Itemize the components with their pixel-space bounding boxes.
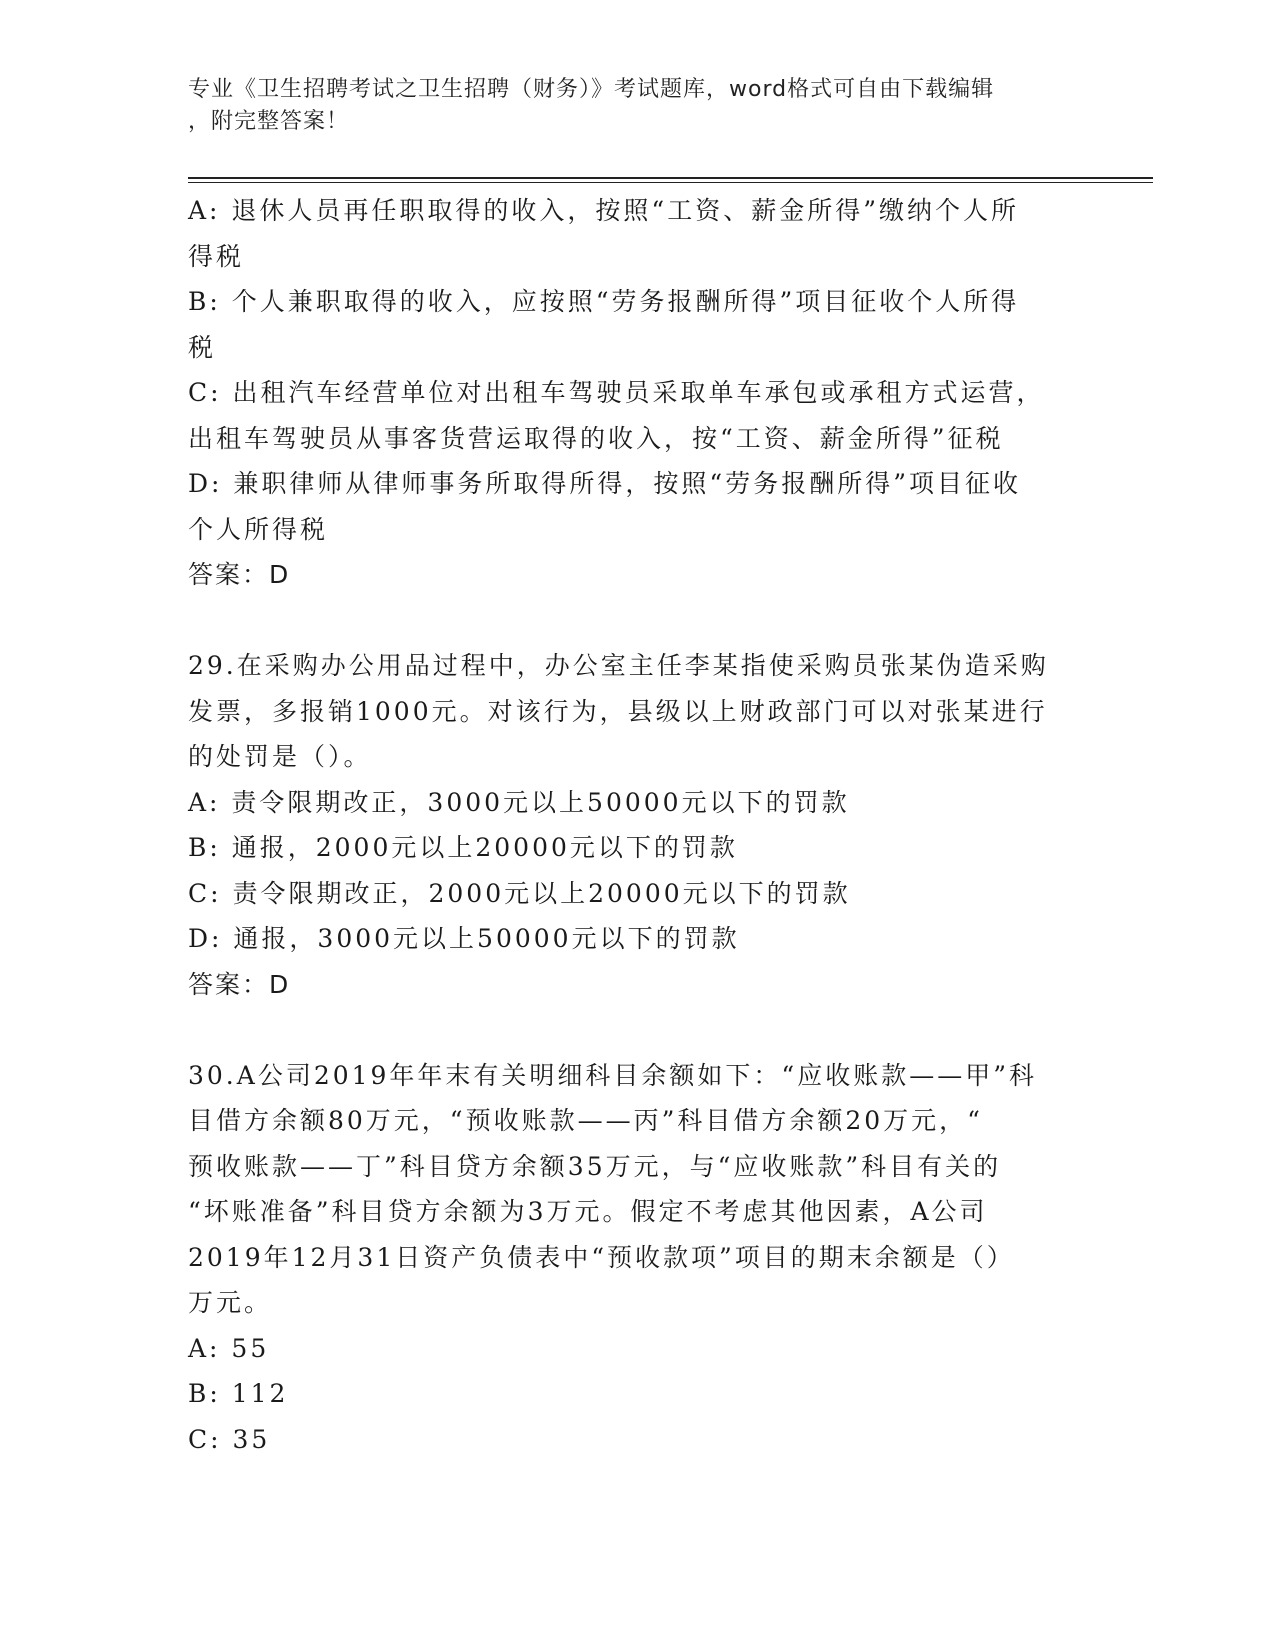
- q29-option-b: B: 通报，2000元以上20000元以下的罚款: [188, 833, 738, 862]
- spacer: [188, 1007, 1078, 1053]
- q30-stem-line-6: 万元。: [188, 1288, 273, 1317]
- q28-option-b-line-2: 税: [188, 332, 217, 362]
- question-28: [188, 188, 1078, 598]
- page-header: [188, 74, 1088, 138]
- q29-option-a: A: 责令限期改正，3000元以上50000元以下的罚款: [188, 787, 850, 817]
- q28-option-d-line-1: D: 兼职律师从律师事务所取得所得，按照“劳务报酬所得”项目征收: [188, 469, 1021, 498]
- q29-stem-line-1: 29.在采购办公用品过程中，办公室主任李某指使采购员张某伪造采购: [188, 651, 1049, 680]
- q28-option-c-line-2: 出租车驾驶员从事客货营运取得的收入，按“工资、薪金所得”征税: [188, 423, 1004, 453]
- q30-option-c: C: 35: [188, 1424, 271, 1454]
- q29-stem-line-3: 的处罚是（）。: [188, 742, 372, 771]
- q30-stem-line-3: 预收账款——丁”科目贷方余额35万元，与“应收账款”科目有关的: [188, 1151, 1002, 1181]
- q29-option-c: C: 责令限期改正，2000元以上20000元以下的罚款: [188, 878, 851, 908]
- q30-stem-line-4: “坏账准备”科目贷方余额为3万元。假定不考虑其他因素，A公司: [188, 1197, 988, 1226]
- q28-answer: 答案：D: [188, 560, 291, 589]
- spacer: [188, 598, 1078, 644]
- q28-option-d-line-2: 个人所得税: [188, 514, 329, 544]
- q28-option-a-line-2: 得税: [188, 241, 245, 271]
- document-content: [188, 188, 1078, 1462]
- q30-stem-line-1: 30.A公司2019年年末有关明细科目余额如下：“应收账款——甲”科: [188, 1060, 1037, 1090]
- header-line-1: 专业《卫生招聘考试之卫生招聘（财务）》考试题库，word格式可自由下载编辑: [188, 77, 995, 102]
- q28-option-c-line-1: C: 出租汽车经营单位对出租车驾驶员采取单车承包或承租方式运营，: [188, 378, 1045, 407]
- q30-option-b: B: 112: [188, 1379, 289, 1408]
- q29-stem-line-2: 发票，多报销1000元。对该行为，县级以上财政部门可以对张某进行: [188, 696, 1048, 726]
- question-30: [188, 1053, 1078, 1463]
- q28-option-a-line-1: A: 退休人员再任职取得的收入，按照“工资、薪金所得”缴纳个人所: [188, 196, 1019, 225]
- q30-stem-line-5: 2019年12月31日资产负债表中“预收款项”项目的期末余额是（）: [188, 1242, 1015, 1272]
- q29-option-d: D: 通报，3000元以上50000元以下的罚款: [188, 924, 740, 953]
- q29-answer: 答案：D: [188, 969, 291, 999]
- header-rule-thick: [188, 177, 1153, 179]
- header-line-2: ，附完整答案！: [188, 109, 350, 134]
- question-29: [188, 643, 1078, 1007]
- q30-option-a: A: 55: [188, 1333, 270, 1363]
- header-rule-thin: [188, 182, 1153, 183]
- q28-option-b-line-1: B: 个人兼职取得的收入，应按照“劳务报酬所得”项目征收个人所得: [188, 287, 1020, 316]
- q30-stem-line-2: 目借方余额80万元，“预收账款——丙”科目借方余额20万元，“: [188, 1106, 983, 1135]
